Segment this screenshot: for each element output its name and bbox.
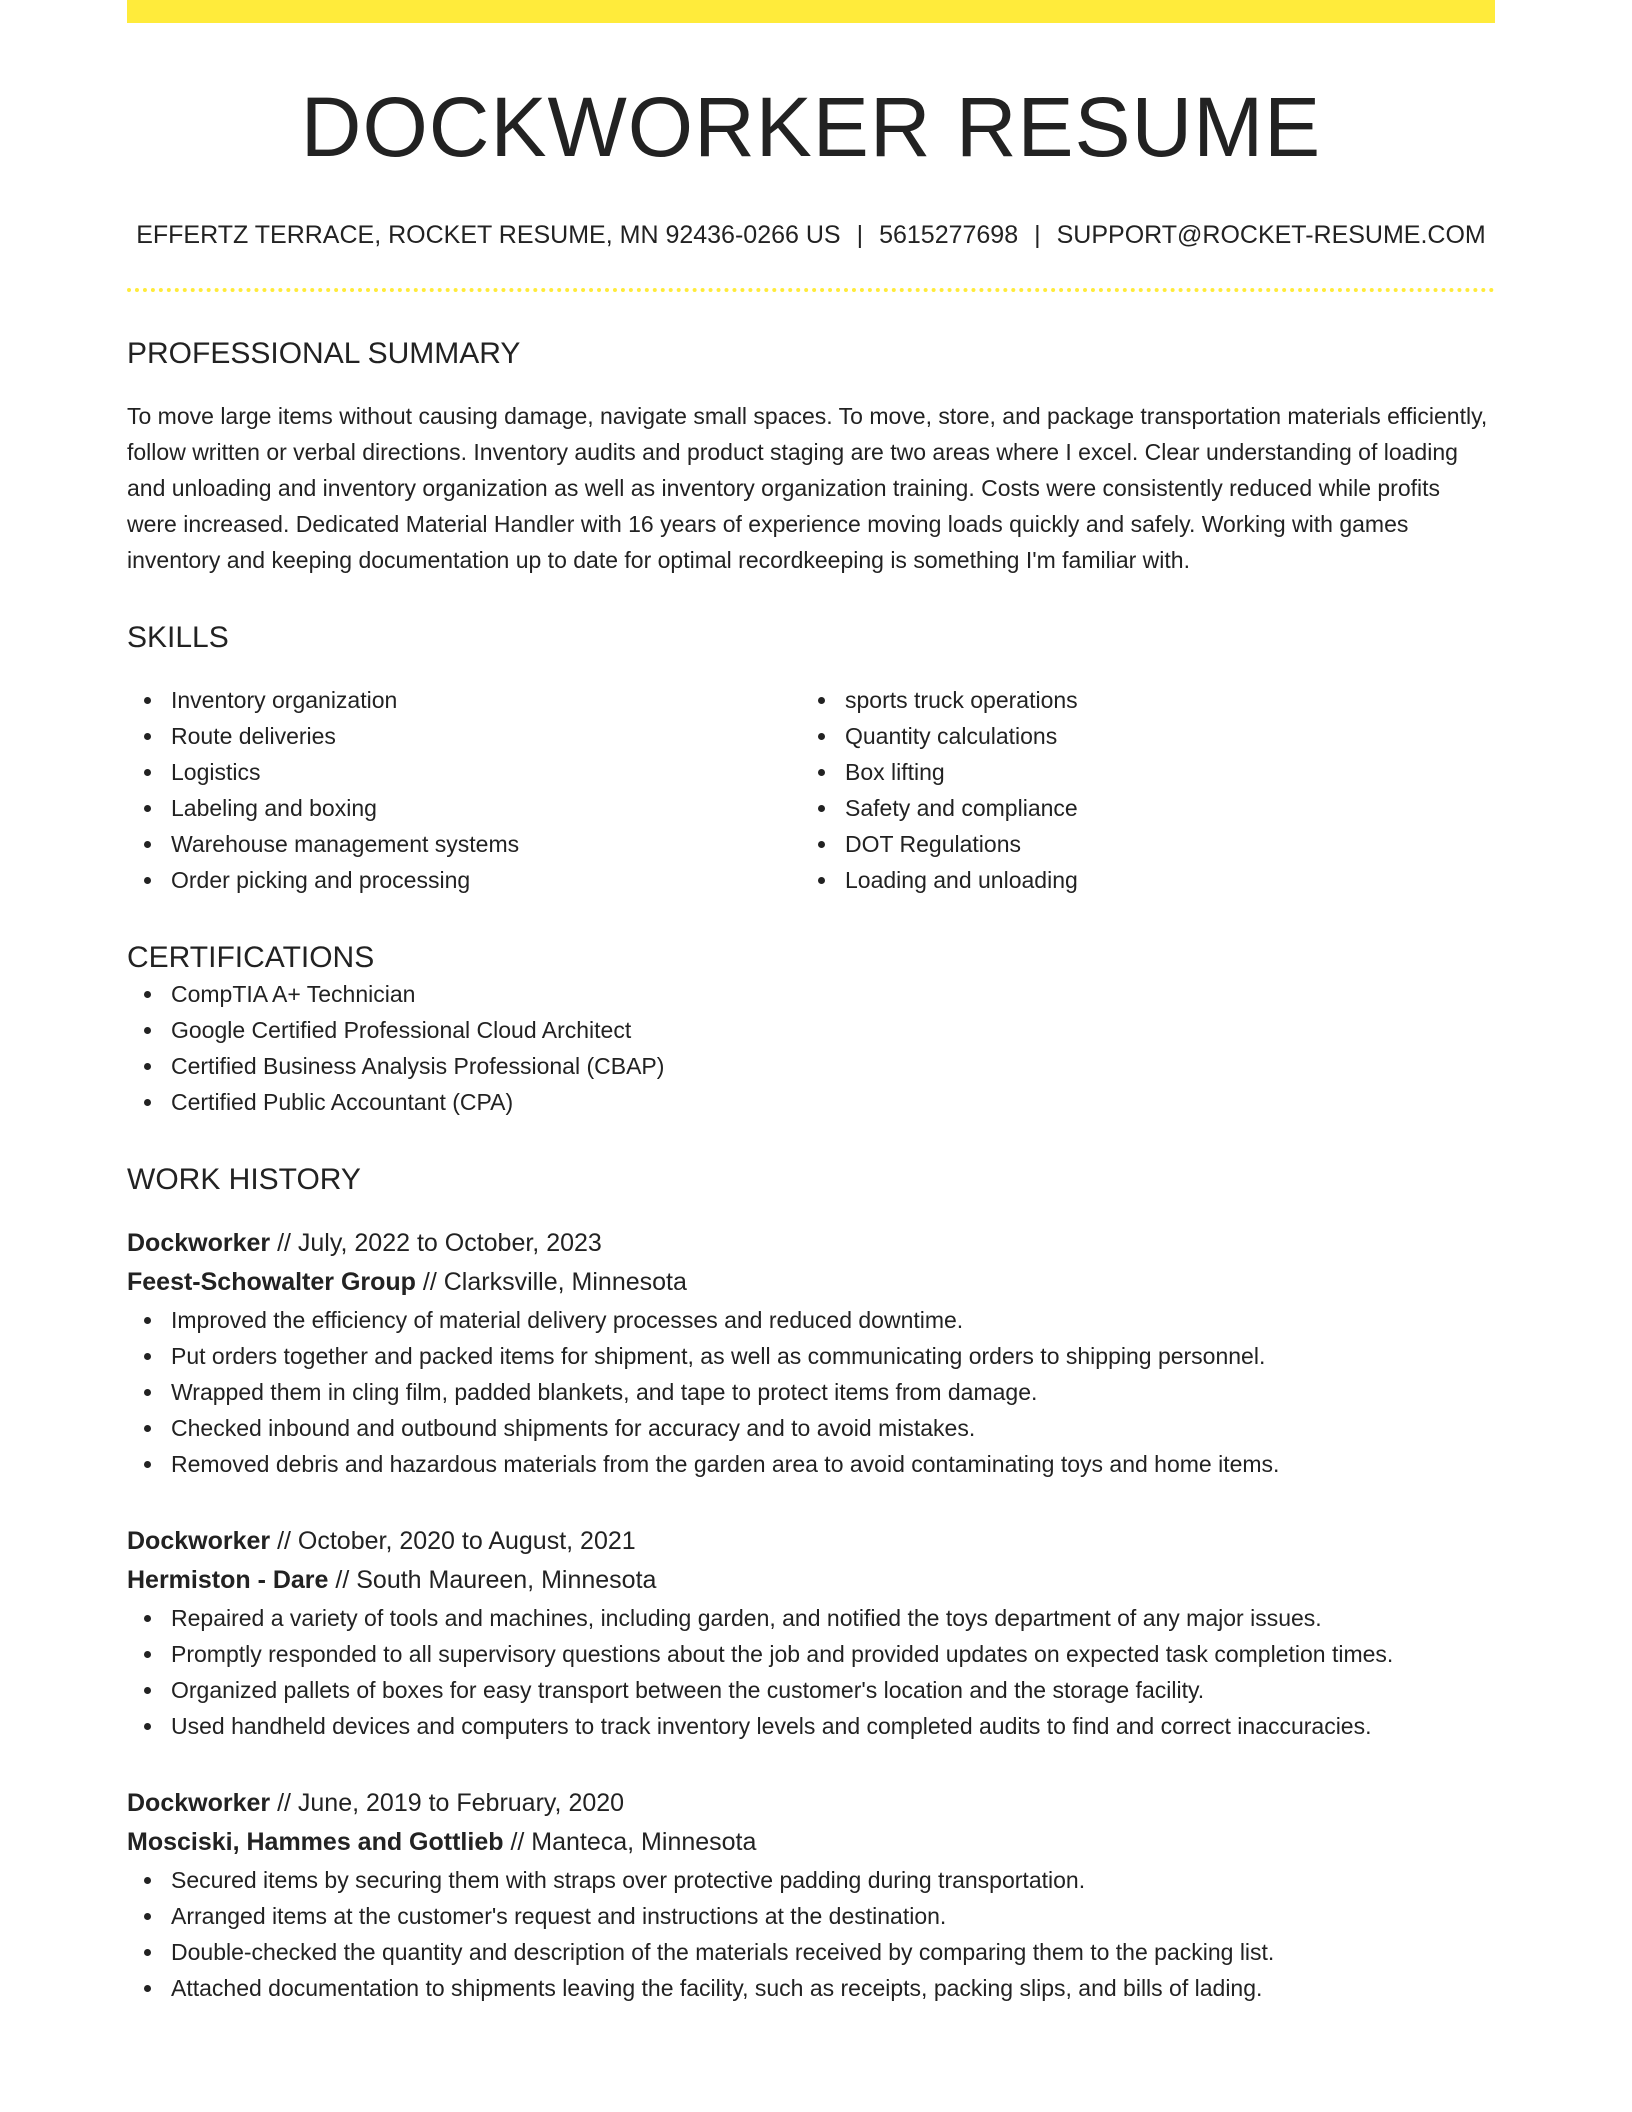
work-history-heading: WORK HISTORY — [127, 1163, 361, 1196]
bullet-icon — [818, 841, 825, 848]
bullet-icon — [144, 1063, 151, 1070]
bullet-icon — [818, 805, 825, 812]
job-dates: // July, 2022 to October, 2023 — [270, 1229, 602, 1257]
job-duty-item: Improved the efficiency of material delivery processes and reduced downtime. — [127, 1302, 1495, 1338]
skill-item: Labeling and boxing — [127, 790, 801, 826]
job-company: Feest-Schowalter Group — [127, 1268, 416, 1296]
job-duty-item: Double-checked the quantity and description of the materials received by comparing them to the packing list. — [127, 1934, 1495, 1970]
bullet-icon — [818, 733, 825, 740]
skill-item: Route deliveries — [127, 718, 801, 754]
skills-list-right — [801, 682, 1475, 898]
skills-columns — [127, 682, 1495, 898]
job-duty-item: Put orders together and packed items for shipment, as well as communicating orders to shipping personnel. — [127, 1338, 1495, 1374]
skill-item: DOT Regulations — [801, 826, 1475, 862]
bullet-icon — [818, 877, 825, 884]
bullet-icon — [144, 805, 151, 812]
certification-item: Certified Business Analysis Professional (CBAP) — [127, 1048, 1495, 1084]
bullet-icon — [144, 877, 151, 884]
job-title-line — [127, 1784, 1495, 1823]
bullet-icon — [144, 1615, 151, 1622]
bullet-icon — [144, 733, 151, 740]
job-duty-item: Wrapped them in cling film, padded blankets, and tape to protect items from damage. — [127, 1374, 1495, 1410]
skill-item: Inventory organization — [127, 682, 801, 718]
skills-heading: SKILLS — [127, 621, 229, 654]
job-duty-item: Removed debris and hazardous materials from the garden area to avoid contaminating toys and home items. — [127, 1446, 1495, 1482]
bullet-icon — [144, 1425, 151, 1432]
skill-item: sports truck operations — [801, 682, 1475, 718]
job-company: Hermiston - Dare — [127, 1566, 329, 1594]
skill-item: Loading and unloading — [801, 862, 1475, 898]
job-title-line — [127, 1224, 1495, 1263]
job-duties-list — [127, 1600, 1495, 1744]
top-accent-bar — [127, 0, 1495, 23]
bullet-icon — [144, 1353, 151, 1360]
contact-email: SUPPORT@ROCKET-RESUME.COM — [1056, 221, 1486, 249]
job-company: Mosciski, Hammes and Gottlieb — [127, 1828, 504, 1856]
skills-list-left — [127, 682, 801, 898]
bullet-icon — [144, 1913, 151, 1920]
summary-heading: PROFESSIONAL SUMMARY — [127, 337, 521, 370]
summary-text: To move large items without causing damage, navigate small spaces. To move, store, and package transportation materials efficiently, follow written or verbal directions. Inventory audits and product staging are two areas where I excel. Clear understanding of loading and unloading and inventory organization as well as inventory organization training. Costs were consistently reduced while profits were increased. Dedicated Material Handler with 16 years of experience moving loads quickly and safely. Working with games inventory and keeping documentation up to date for optimal recordkeeping is something I'm familiar with. — [127, 403, 1488, 573]
skill-item: Quantity calculations — [801, 718, 1475, 754]
bullet-icon — [144, 1949, 151, 1956]
bullet-icon — [144, 991, 151, 998]
skills-column-right — [801, 682, 1475, 898]
bullet-icon — [818, 769, 825, 776]
job-duty-item: Promptly responded to all supervisory questions about the job and provided updates on expected task completion times. — [127, 1636, 1495, 1672]
job-entry — [127, 1784, 1495, 2006]
job-company-line — [127, 1823, 1495, 1862]
job-location: // Clarksville, Minnesota — [415, 1268, 687, 1296]
bullet-icon — [144, 1651, 151, 1658]
job-dates: // October, 2020 to August, 2021 — [270, 1527, 636, 1555]
job-duty-item: Arranged items at the customer's request and instructions at the destination. — [127, 1898, 1495, 1934]
job-title: Dockworker — [127, 1229, 271, 1257]
bullet-icon — [144, 1985, 151, 1992]
job-title-line — [127, 1522, 1495, 1561]
contact-phone: 5615277698 — [879, 221, 1019, 249]
certification-item: Google Certified Professional Cloud Architect — [127, 1012, 1495, 1048]
certifications-list — [127, 976, 1495, 1120]
job-title: Dockworker — [127, 1527, 271, 1555]
job-duty-item: Checked inbound and outbound shipments for accuracy and to avoid mistakes. — [127, 1410, 1495, 1446]
resume-page — [127, 0, 1495, 2006]
job-dates: // June, 2019 to February, 2020 — [270, 1789, 625, 1817]
job-duty-item: Used handheld devices and computers to track inventory levels and completed audits to find and correct inaccuracies. — [127, 1708, 1495, 1744]
certification-item: Certified Public Accountant (CPA) — [127, 1084, 1495, 1120]
job-duties-list — [127, 1862, 1495, 2006]
job-duty-item: Secured items by securing them with straps over protective padding during transportation. — [127, 1862, 1495, 1898]
contact-line — [127, 218, 1495, 252]
job-title: Dockworker — [127, 1789, 271, 1817]
bullet-icon — [144, 697, 151, 704]
bullet-icon — [144, 1877, 151, 1884]
certifications-heading: CERTIFICATIONS — [127, 941, 375, 974]
bullet-icon — [144, 1687, 151, 1694]
bullet-icon — [144, 1027, 151, 1034]
contact-address: EFFERTZ TERRACE, ROCKET RESUME, MN 92436-0266 US — [136, 221, 841, 249]
bullet-icon — [144, 841, 151, 848]
job-location: // Manteca, Minnesota — [503, 1828, 757, 1856]
contact-separator: | — [856, 221, 864, 249]
job-location: // South Maureen, Minnesota — [328, 1566, 657, 1594]
certification-item: CompTIA A+ Technician — [127, 976, 1495, 1012]
skills-column-left — [127, 682, 801, 898]
resume-title: DOCKWORKER RESUME — [300, 80, 1322, 174]
skill-item: Safety and compliance — [801, 790, 1475, 826]
job-entry — [127, 1522, 1495, 1744]
bullet-icon — [144, 1317, 151, 1324]
bullet-icon — [144, 1389, 151, 1396]
job-duty-item: Attached documentation to shipments leaving the facility, such as receipts, packing slips, and bills of lading. — [127, 1970, 1495, 2006]
job-duty-item: Organized pallets of boxes for easy transport between the customer's location and the storage facility. — [127, 1672, 1495, 1708]
skill-item: Warehouse management systems — [127, 826, 801, 862]
skill-item: Logistics — [127, 754, 801, 790]
job-company-line — [127, 1561, 1495, 1600]
job-company-line — [127, 1263, 1495, 1302]
skill-item: Box lifting — [801, 754, 1475, 790]
bullet-icon — [144, 769, 151, 776]
bullet-icon — [144, 1461, 151, 1468]
header-divider — [127, 288, 1495, 292]
bullet-icon — [144, 1099, 151, 1106]
job-entry — [127, 1224, 1495, 1482]
job-duty-item: Repaired a variety of tools and machines, including garden, and notified the toys department of any major issues. — [127, 1600, 1495, 1636]
job-duties-list — [127, 1302, 1495, 1482]
contact-separator: | — [1034, 221, 1041, 249]
bullet-icon — [144, 1723, 151, 1730]
bullet-icon — [818, 697, 825, 704]
skill-item: Order picking and processing — [127, 862, 801, 898]
